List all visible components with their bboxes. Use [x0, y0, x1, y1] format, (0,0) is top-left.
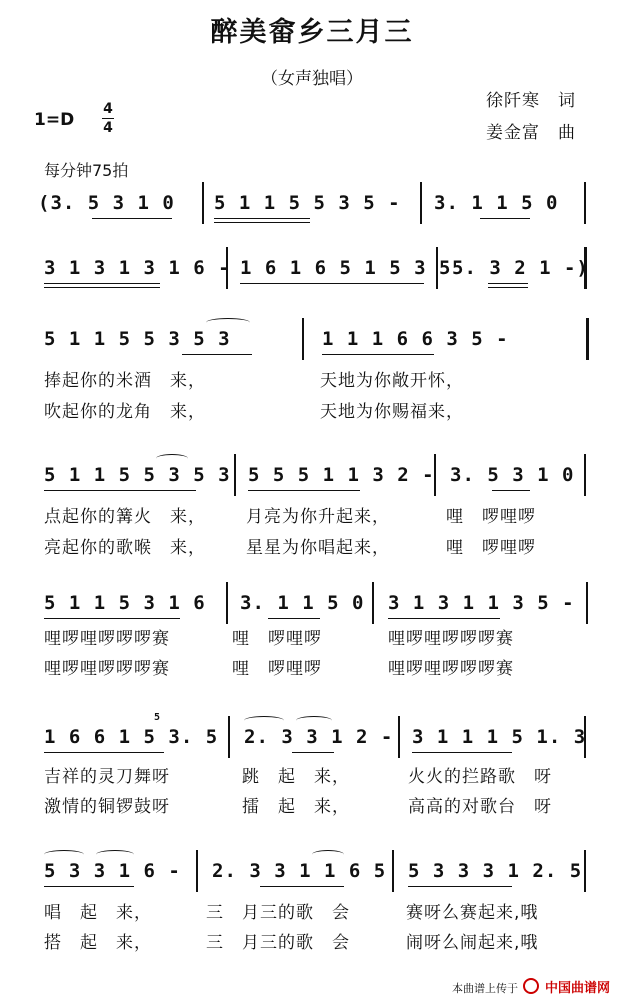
site-watermark — [452, 977, 610, 996]
lyric-phrase: 天地为你赐福来， — [320, 402, 464, 422]
score-line-3 — [0, 326, 624, 358]
lyric-phrase: 擂 起 来， — [242, 797, 350, 817]
measure-2: 5 1 1 5 5 3 5 - — [214, 192, 401, 214]
lyricist-credit: 徐阡寒 词 — [486, 91, 576, 111]
time-signature — [102, 101, 114, 136]
lyric-phrase: 哩 啰哩啰 — [446, 507, 536, 527]
key-signature: 1=D — [34, 110, 75, 130]
lyric-phrase: 火火的拦路歌 呀 — [408, 767, 552, 787]
measure-3: 3. 1 1 5 0 — [434, 192, 559, 214]
time-signature-top: 4 — [103, 101, 113, 117]
score-line-7 — [0, 858, 624, 890]
lyric-phrase: 激情的铜锣鼓呀 — [44, 797, 170, 817]
lyric-row-7a — [0, 898, 624, 922]
measure-10: 5 5 5 1 1 3 2 - — [248, 464, 435, 486]
lyric-phrase: 月亮为你升起来， — [246, 507, 390, 527]
lyric-phrase: 哩 啰哩啰 — [446, 538, 536, 558]
measure-17: 3 1 1 1 5 1. 3 — [412, 726, 587, 748]
measure-20: 5 3 3 3 1 2. 5 — [408, 860, 583, 882]
measure-1: (3. 5 3 1 0 — [38, 192, 175, 214]
lyric-phrase: 唱 起 来， — [44, 903, 152, 923]
lyric-phrase: 哩啰哩啰啰啰赛 — [44, 659, 170, 679]
measure-19: 2. 3 3 1 1 6 5 — [212, 860, 387, 882]
lyric-row-7b — [0, 928, 624, 952]
score-line-4 — [0, 462, 624, 494]
lyric-phrase: 闹呀么闹起来,哦 — [406, 933, 539, 953]
score-line-2 — [0, 255, 624, 287]
measure-9: 5 1 1 5 5 3 5 3 — [44, 464, 231, 486]
lyric-row-5a — [0, 624, 624, 648]
measure-5: 1 6 1 6 5 1 5 3 5 — [240, 257, 452, 279]
song-subtitle: （女声独唱） — [261, 69, 363, 89]
lyric-phrase: 星星为你唱起来， — [246, 538, 390, 558]
measure-14: 3 1 3 1 1 3 5 - — [388, 592, 575, 614]
song-title: 醉美畲乡三月三 — [210, 17, 414, 48]
lyric-phrase: 跳 起 来， — [242, 767, 350, 787]
lyric-phrase: 捧起你的米酒 来， — [44, 371, 206, 391]
composer-credit: 姜金富 曲 — [486, 123, 576, 143]
lyric-phrase: 哩啰哩啰啰啰赛 — [44, 629, 170, 649]
measure-8: 1 1 1 6 6 3 5 - — [322, 328, 509, 350]
lyric-row-3b — [0, 397, 624, 421]
score-line-1 — [0, 190, 624, 222]
time-signature-bottom: 4 — [103, 120, 113, 136]
score-line-6 — [0, 712, 624, 756]
lyric-row-4b — [0, 533, 624, 557]
lyric-phrase: 点起你的篝火 来， — [44, 507, 206, 527]
measure-4: 3 1 3 1 3 1 6 - — [44, 257, 231, 279]
lyric-row-3a — [0, 366, 624, 390]
measure-6: 5. 3 2 1 -) — [452, 257, 589, 279]
lyric-row-4a — [0, 502, 624, 526]
lyric-phrase: 哩啰哩啰啰啰赛 — [388, 659, 514, 679]
site-logo-icon — [523, 978, 539, 994]
lyric-phrase: 三 月三的歌 会 — [206, 903, 350, 923]
tempo-marking: 每分钟75拍 — [44, 161, 129, 180]
lyric-phrase: 吉祥的灵刀舞呀 — [44, 767, 170, 787]
lyric-phrase: 搭 起 来， — [44, 933, 152, 953]
grace-note: 5 — [154, 712, 161, 723]
lyric-phrase: 哩 啰哩啰 — [232, 629, 322, 649]
lyric-phrase: 哩啰哩啰啰啰赛 — [388, 629, 514, 649]
lyric-phrase: 哩 啰哩啰 — [232, 659, 322, 679]
measure-13: 3. 1 1 5 0 — [240, 592, 365, 614]
lyric-phrase: 吹起你的龙角 来， — [44, 402, 206, 422]
lyric-phrase: 高高的对歌台 呀 — [408, 797, 552, 817]
lyric-row-6b — [0, 792, 624, 816]
measure-16: 2. 3 3 1 2 - — [244, 726, 394, 748]
measure-18: 5 3 3 1 6 - — [44, 860, 181, 882]
site-name: 中国曲谱网 — [544, 981, 610, 996]
lyric-row-6a — [0, 762, 624, 786]
measure-11: 3. 5 3 1 0 — [450, 464, 575, 486]
lyric-phrase: 赛呀么赛起来,哦 — [406, 903, 539, 923]
measure-12: 5 1 1 5 3 1 6 — [44, 592, 206, 614]
measure-15: 1 6 6 1 5 3. 5 — [44, 726, 219, 748]
measure-7: 5 1 1 5 5 3 5 3 — [44, 328, 231, 350]
lyric-row-5b — [0, 654, 624, 678]
lyric-phrase: 亮起你的歌喉 来， — [44, 538, 206, 558]
footer-text: 本曲谱上传于 — [451, 982, 518, 995]
lyric-phrase: 天地为你敞开怀， — [320, 371, 464, 391]
score-line-5 — [0, 590, 624, 622]
lyric-phrase: 三 月三的歌 会 — [206, 933, 350, 953]
